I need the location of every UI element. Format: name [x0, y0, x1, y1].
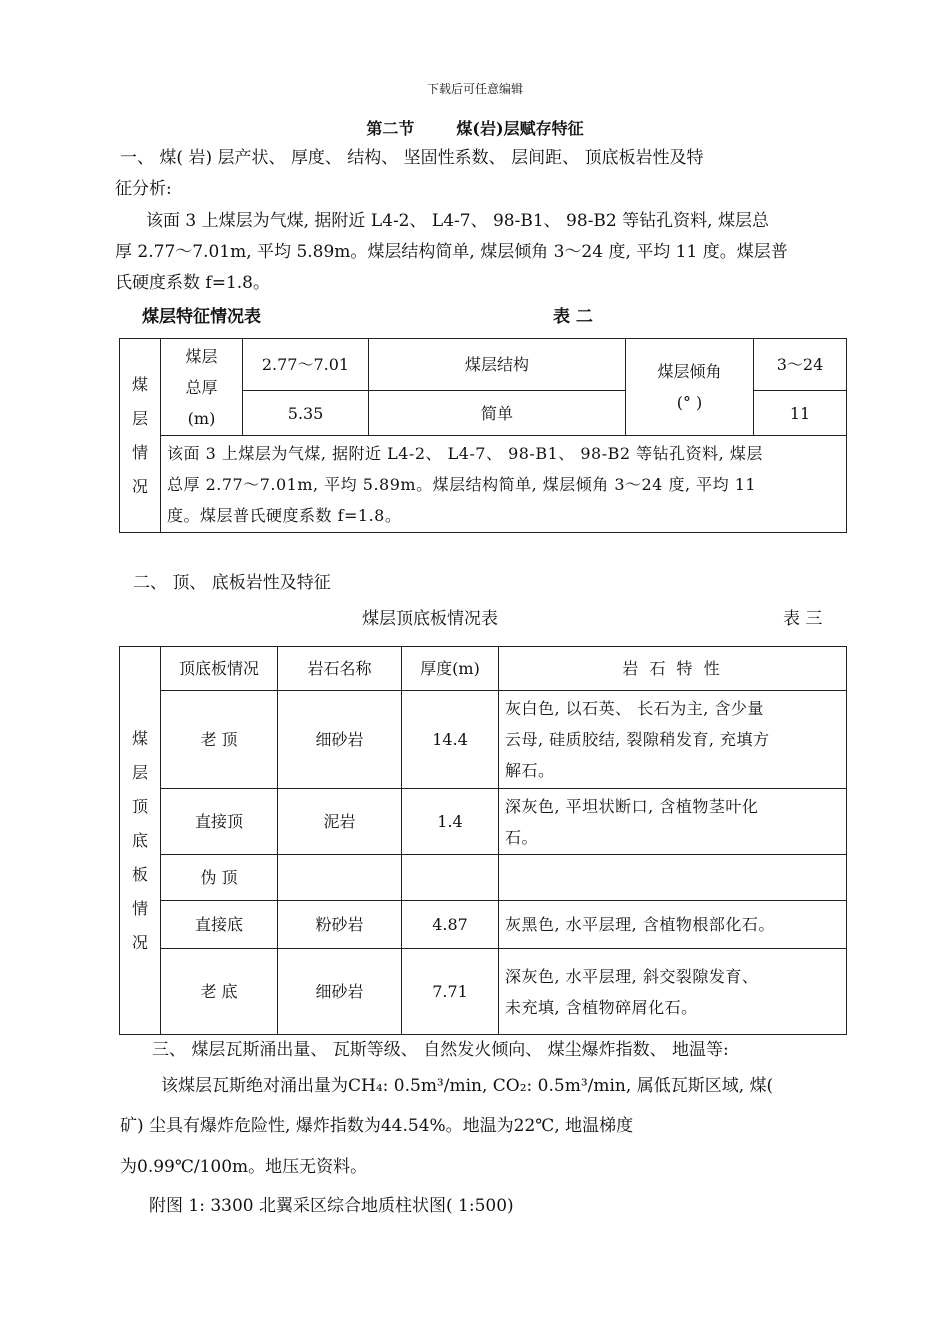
row-property: 灰白色, 以石英、 长石为主, 含少量 云母, 硅质胶结, 裂隙稍发育, 充填方 解石。: [499, 691, 847, 789]
coal-seam-table: [119, 338, 847, 533]
header-rock-name: 岩石名称: [278, 647, 402, 691]
row-thickness: 4.87: [402, 901, 499, 949]
row-type: 伪 顶: [161, 855, 278, 901]
table2-caption: 煤层特征情况表: [142, 307, 261, 327]
table3-number: 表 三: [783, 609, 823, 629]
row-thickness: 14.4: [402, 691, 499, 789]
roof-floor-table: [119, 646, 847, 1035]
header-rock-property: 岩 石 特 性: [499, 647, 847, 691]
row-type: 直接顶: [161, 789, 278, 855]
row-rock: 粉砂岩: [278, 901, 402, 949]
row-thickness: 7.71: [402, 949, 499, 1035]
appendix-figure-ref: 附图 1: 3300 北翼采区综合地质柱状图( 1:500): [149, 1196, 514, 1216]
row-property: 灰黑色, 水平层理, 含植物根部化石。: [499, 901, 847, 949]
thickness-range: 2.77～7.01: [243, 339, 369, 391]
section-heading: 煤(岩)层赋存特征: [456, 119, 584, 138]
header-type: 顶底板情况: [161, 647, 278, 691]
part3-line3: 为0.99℃/100m。地压无资料。: [120, 1157, 368, 1177]
structure-label: 煤层结构: [369, 339, 626, 391]
thickness-label: 煤层 总厚 (m): [161, 339, 243, 436]
row-thickness: 1.4: [402, 789, 499, 855]
part3-line2: 矿) 尘具有爆炸危险性, 爆炸指数为44.54%。地温为22℃, 地温梯度: [120, 1116, 634, 1136]
dip-range: 3～24: [754, 339, 847, 391]
thickness-avg: 5.35: [243, 391, 369, 436]
row-thickness: [402, 855, 499, 901]
table-row: [120, 855, 847, 901]
table3-caption: 煤层顶底板情况表: [362, 609, 498, 629]
part1-para-line2: 厚 2.77～7.01m, 平均 5.89m。煤层结构简单, 煤层倾角 3～24 度, 平均 11 度。煤层普: [115, 242, 788, 262]
table-row: [120, 901, 847, 949]
part3-heading: 三、 煤层瓦斯涌出量、 瓦斯等级、 自然发火倾向、 煤尘爆炸指数、 地温等:: [152, 1040, 729, 1060]
part1-para-line1: 该面 3 上煤层为气煤, 据附近 L4-2、 L4-7、 98-B1、 98-B2 等钻孔资料, 煤层总: [146, 211, 769, 231]
header-note: 下载后可任意编辑: [426, 82, 523, 96]
dip-avg: 11: [754, 391, 847, 436]
row-rock: 细砂岩: [278, 691, 402, 789]
table2-side-label: 煤 层 情 况: [120, 339, 161, 533]
section-title: [0, 116, 950, 139]
table3-side-label: 煤 层 顶 底 板 情 况: [120, 647, 161, 1035]
row-property: [499, 855, 847, 901]
part1-heading-line2: 征分析:: [115, 179, 172, 199]
row-rock: 细砂岩: [278, 949, 402, 1035]
table2-description: 该面 3 上煤层为气煤, 据附近 L4-2、 L4-7、 98-B1、 98-B2 等钻孔资料, 煤层 总厚 2.77～7.01m, 平均 5.89m。煤层结构简单, 煤层倾角 3～24 度, 平均 11 度。煤层普氏硬度系数 f=1.8。: [161, 436, 847, 533]
section-label: 第二节: [366, 119, 415, 138]
table-row: [120, 789, 847, 855]
row-type: 老 底: [161, 949, 278, 1035]
structure-value: 简单: [369, 391, 626, 436]
row-type: 老 顶: [161, 691, 278, 789]
header-thickness: 厚度(m): [402, 647, 499, 691]
table-row: [120, 949, 847, 1035]
row-type: 直接底: [161, 901, 278, 949]
table2-number: 表 二: [553, 307, 593, 327]
part3-line1: 该煤层瓦斯绝对涌出量为CH₄: 0.5m³/min, CO₂: 0.5m³/min, 属低瓦斯区域, 煤(: [161, 1076, 774, 1096]
part1-heading-line1: 一、 煤( 岩) 层产状、 厚度、 结构、 坚固性系数、 层间距、 顶底板岩性及特: [120, 148, 704, 168]
part2-heading: 二、 顶、 底板岩性及特征: [133, 573, 331, 593]
table-row: [120, 691, 847, 789]
row-property: 深灰色, 平坦状断口, 含植物茎叶化 石。: [499, 789, 847, 855]
row-property: 深灰色, 水平层理, 斜交裂隙发育、 未充填, 含植物碎屑化石。: [499, 949, 847, 1035]
dip-label: 煤层倾角 (° ): [626, 339, 754, 436]
row-rock: [278, 855, 402, 901]
part1-para-line3: 氏硬度系数 f=1.8。: [115, 273, 270, 293]
row-rock: 泥岩: [278, 789, 402, 855]
